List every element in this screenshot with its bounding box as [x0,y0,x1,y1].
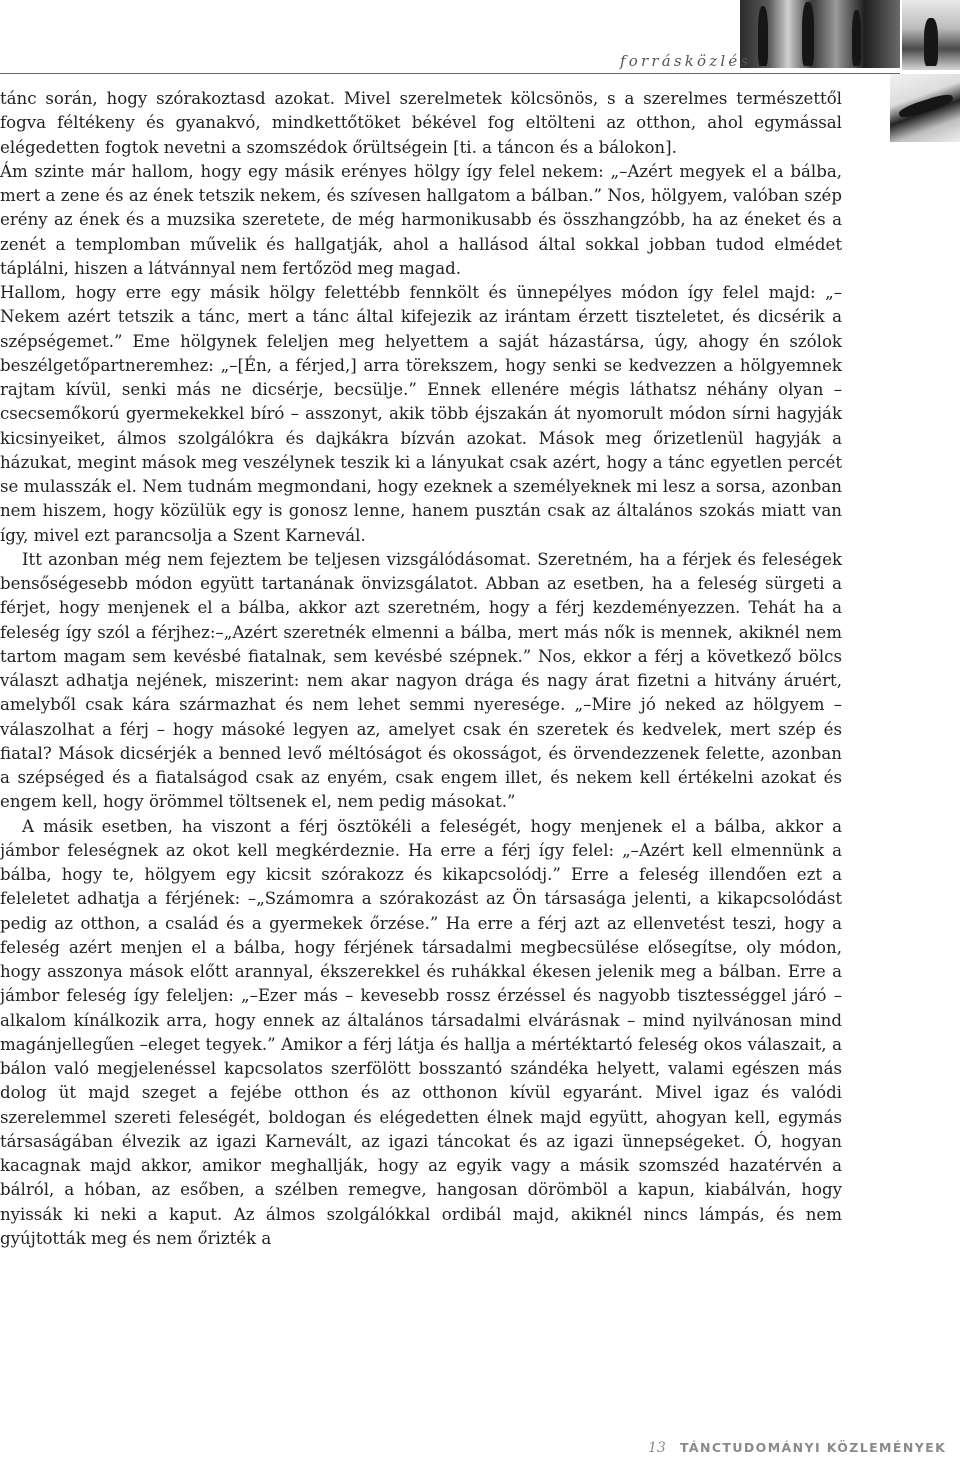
paragraph-4: Itt azonban még nem fejeztem be teljesen vizsgálódásomat. Szeretném, ha a férjek és feleségek bensőségesebb módon együtt tartanának önvizsgálatot. Abban az esetben, ha a feleség sürgeti a férjet, hogy menjenek el a bálba, akkor azt szeretném, hogy a férj kezdeményezzen. Tehát ha a feleség így szól a férjhez:–„Azért szeretnék elmenni a bálba, mert más nők is mennek, akiknél nem tartom magam sem kevésbé fiatalnak, sem kevésbé szépnek.” Nos, ekkor a férj a következő bölcs választ adhatja nejének, miszerint: nem akar nagyon drága és nagy árat fizetni a hitvány áruért, amelyből csak kára származhat és nem lehet semmi nyeresége. „–Mire jó neked az hölgyem – válaszolhat a férj – hogy másoké legyen az, amelyet csak én szeretek és kedvelek, mert szép és fiatal? Mások dicsérjék a benned levő méltóságot és okosságot, és örvendezzenek felette, azonban a szépséged és a fiatalságod csak az enyém, csak engem illet, és nekem kell értékelni azokat és engem kell, hogy örömmel töltsenek el, nem pedig másokat.” [0,549,842,812]
section-label: forrásközlés [620,52,752,70]
page-number: 13 [648,1440,666,1456]
dancer-silhouette [802,2,814,66]
paragraph-5: A másik esetben, ha viszont a férj ösztökéli a feleségét, hogy menjenek el a bálba, akkor a jámbor feleségnek az okot kell megkérdeznie. Ha erre a férj így felel: „–Azért kell elmennünk a bálba, hogy te, hölgyem egy kicsit szórakozz és kikapcsolódj.” Erre a feleség illendően ezt a feleletet adhatja a férjének: –„Számomra a szórakozást az Ön társasága jelenti, a kikapcsolódást pedig az otthon, a család és a gyermekek őrzése.” Ha erre a férj azt az ellenvetést teszi, hogy a feleség azért menjen el a bálba, hogy férjének társadalmi megbecsülése elősegítse, oly módon, hogy asszonya mások előtt arannyal, ékszerekkel és ruhákkal ékesen jelenik meg a bálban. Erre a jámbor feleség így feleljen: „–Ezer más – kevesebb rossz érzéssel és nagyobb tisztességgel járó – alkalom kínálkozik arra, hogy ennek az általános társadalmi elvárásnak – mind nyilvánosan mind magánjellegűen –eleget tegyek.” Amikor a férj látja és hallja a mértéktartó feleség okos válaszait, a bálon való megjelenéssel kapcsolatos szerfölött bosszantó szándéka helyett, valami egészen más dolog üt majd szeget a fejébe otthon és az otthonon kívül egyaránt. Mivel igaz és valódi szerelemmel szereti feleségét, boldogan és elégedetten élnek majd együtt, ahogyan kell, egymás társaságában élvezik az igazi Karnevált, az igazi táncokat és az igazi ünnepségeket. Ó, hogyan kacagnak majd akkor, amikor meghallják, hogy az egyik vagy a másik szomszéd hazatérvén a bálról, a hóban, az esőben, a szélben remegve, hangosan dörömböl a kapun, kiabálván, hogy nyissák ki neki a kaput. Az álmos szolgálókkal ordibál majd, akiknél nincs lámpás, és nem gyújtották meg és nem őrizték a [0,816,842,1248]
header-dance-photo-strip [740,0,900,68]
paragraph-1: tánc során, hogy szórakoztasd azokat. Mivel szerelmetek kölcsönös, s a szerelmes természettől fogva féltékeny és gyanakvó, mindkettőtöket békével fog eltölteni az otthon, ahol egymással elégedetten fogtok nevetni a szomszédok őrültségein [ti. a táncon és a bálokon]. [0,89,842,157]
header-rule [0,73,900,74]
page-footer [648,1440,946,1456]
dancer-silhouette [852,10,861,66]
paragraph-3: Hallom, hogy erre egy másik hölgy felettébb fennkölt és ünnepélyes módon így felel majd: „–Nekem azért tetszik a tánc, mert a tánc által kifejezik az irántam érzett tiszteletet, és dicsérik a szépségemet.” Eme hölgynek feleljen meg helyettem a saját házastársa, úgy, ahogy én szólok beszélgetőpartneremhez: „–[Én, a férjed,] arra törekszem, hogy senki se kedvezzen a hölgyemnek rajtam kívül, senki más ne dicsérje, becsülje.” Ennek ellenére mégis láthatsz néhány olyan – csecsemőkorú gyermekekkel bíró – asszonyt, akik több éjszakán át nyomorult módon sírni hagyják kicsinyeiket, álmos szolgálókra és dajkákra bízván azokat. Mások meg őrizetlenül hagyják a házukat, megint mások meg veszélynek teszik ki a lányukat csak azért, hogy a tánc egyetlen percét se mulasszák el. Nem tudnám megmondani, hogy ezeknek a személyeknek mi lesz a sorsa, azonban nem hiszem, hogy közülük egy is gonosz lenne, hanem pusztán csak az általános szokás miatt van így, mivel ezt parancsolja a Szent Karnevál. [0,283,842,545]
header-dance-photo-corner [902,0,960,70]
dancer-silhouette [898,92,955,121]
journal-name: TÁNCTUDOMÁNYI KÖZLEMÉNYEK [679,1440,947,1455]
dancer-silhouette [924,18,938,66]
dancer-silhouette [758,6,768,66]
paragraph-2: Ám szinte már hallom, hogy egy másik erényes hölgy így felel nekem: „–Azért megyek el a bálba, mert a zene és az ének tetszik nekem, és szívesen hallgatom a bálban.” Nos, hölgyem, valóban szép erény az ének és a muzsika szeretete, de még harmonikusabb és összhangzóbb, ha az éneket és a zenét a templomban művelik és hallgatják, ahol a hallásod által sokkal jobban tudod elmédet táplálni, hiszen a látvánnyal nem fertőzöd meg magad. [0,161,842,278]
side-dance-photo [890,74,960,142]
article-body [0,87,842,1251]
